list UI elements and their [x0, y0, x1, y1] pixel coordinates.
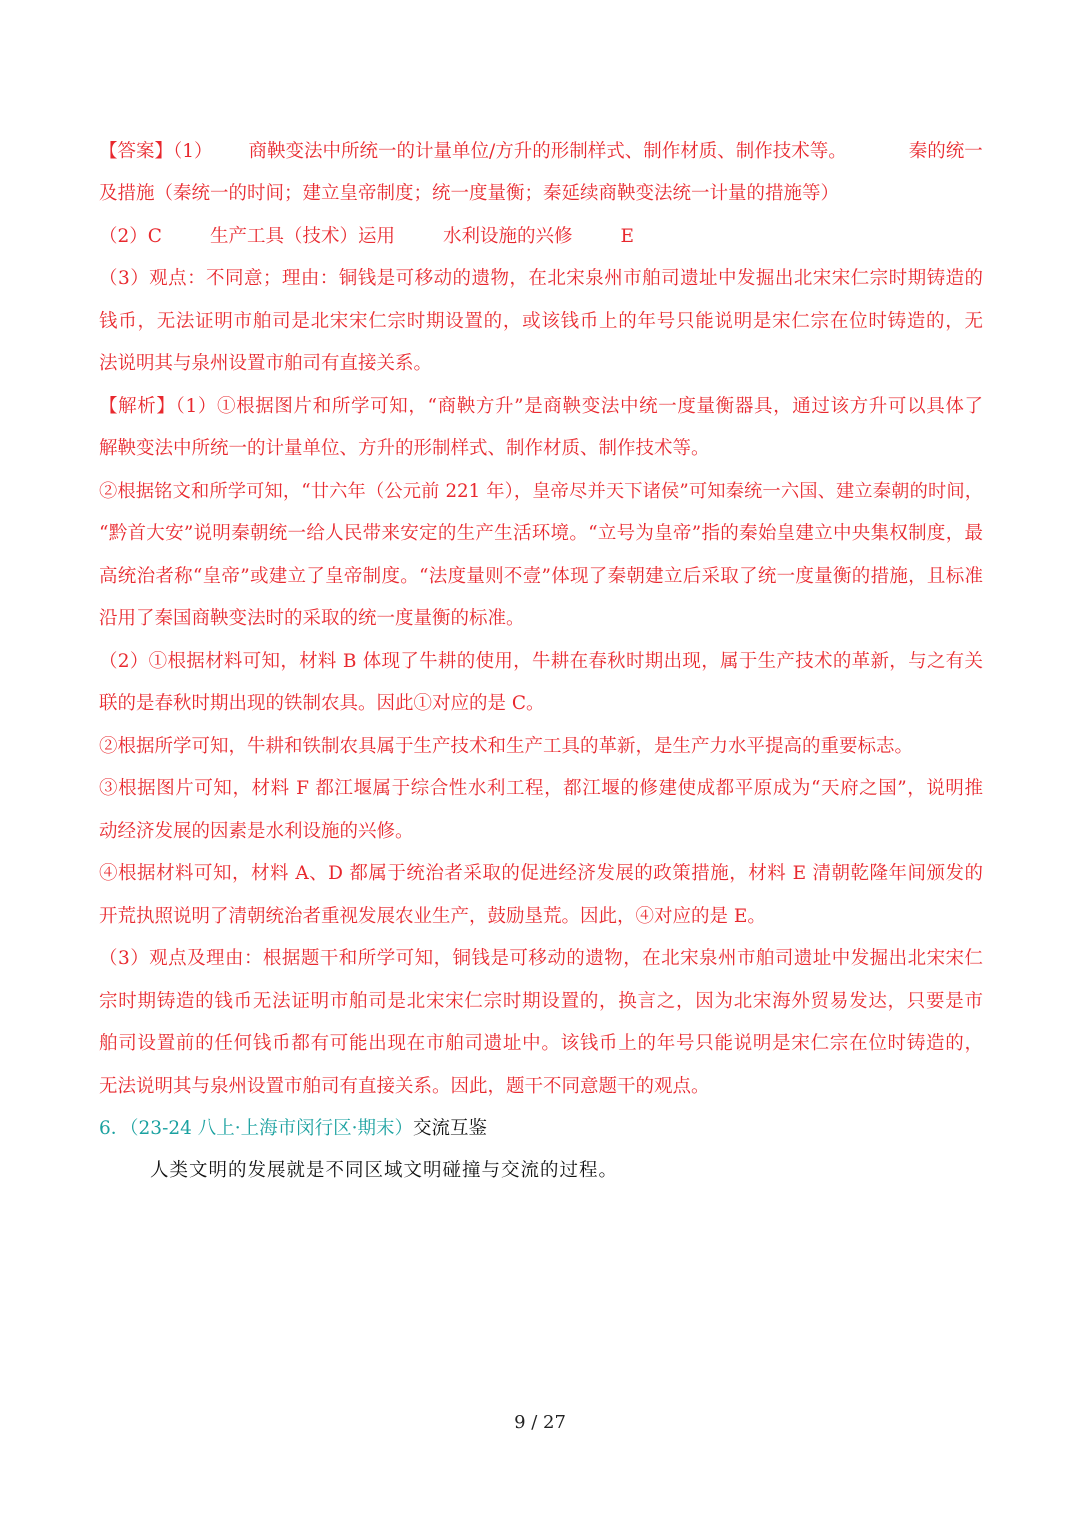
- analysis-line-2: 解鞅变法中所统一的计量单位、方升的形制样式、制作材质、制作技术等。: [99, 438, 710, 459]
- question-6-title: 交流互鉴: [413, 1118, 488, 1139]
- analysis-line-13: 开荒执照说明了清朝统治者重视发展农业生产，鼓励垦荒。因此，④对应的是 E。: [99, 906, 766, 927]
- answer-part2-item-b: 水利设施的兴修: [442, 226, 573, 247]
- analysis-line-3: ②根据铭文和所学可知，“廿六年（公元前 221 年），皇帝尽并天下诸侯”可知秦统一六国、建立秦朝的时间，: [99, 481, 983, 502]
- answer-part3-line-1: （3）观点：不同意；理由：铜钱是可移动的遗物，在北宋泉州市舶司遗址中发掘出北宋宋仁宗时期铸造的: [99, 268, 983, 289]
- analysis-line-11: 动经济发展的因素是水利设施的兴修。: [99, 821, 414, 842]
- question-6-quote: 人类文明的发展就是不同区域文明碰撞与交流的过程。: [150, 1160, 619, 1181]
- analysis-line-4: “黔首大安”说明秦朝统一给人民带来安定的生产生活环境。“立号为皇帝”指的秦始皇建立中央集权制度，最: [99, 523, 983, 544]
- analysis-line-15: 宗时期铸造的钱币无法证明市舶司是北宋宋仁宗时期设置的，换言之，因为北宋海外贸易发达，只要是市: [99, 991, 983, 1012]
- answer-line-2: 及措施（秦统一的时间；建立皇帝制度；统一度量衡；秦延续商鞅变法统一计量的措施等）: [99, 183, 840, 204]
- analysis-line-14: （3）观点及理由：根据题干和所学可知，铜钱是可移动的遗物，在北宋泉州市舶司遗址中发掘出北宋宋仁: [99, 948, 983, 969]
- analysis-line-1: 【解析】（1）①根据图片和所学可知，“商鞅方升”是商鞅变法中统一度量衡器具，通过该方升可以具体了: [99, 396, 983, 417]
- analysis-line-16: 舶司设置前的任何钱币都有可能出现在市舶司遗址中。该钱币上的年号只能说明是宋仁宗在位时铸造的，: [99, 1033, 983, 1054]
- question-6-heading: [99, 1115, 983, 1143]
- analysis-line-10: ③根据图片可知，材料 F 都江堰属于综合性水利工程，都江堰的修建使成都平原成为“天府之国”，说明推: [99, 778, 983, 799]
- answer-part2-number: （2）C: [99, 226, 162, 247]
- page-number: 9 / 27: [514, 1412, 566, 1433]
- analysis-line-5: 高统治者称“皇帝”或建立了皇帝制度。“法度量则不壹”体现了秦朝建立后采取了统一度量衡的措施，且标准: [99, 566, 983, 587]
- answer-label: 【答案】: [99, 141, 174, 162]
- answer-part1-text: 商鞅变法中所统一的计量单位/方升的形制样式、制作材质、制作技术等。: [248, 141, 847, 162]
- analysis-line-12: ④根据材料可知，材料 A、D 都属于统治者采取的促进经济发展的政策措施，材料 E 清朝乾隆年间颁发的: [99, 863, 983, 884]
- analysis-line-9: ②根据所学可知，牛耕和铁制农具属于生产技术和生产工具的革新，是生产力水平提高的重要标志。: [99, 736, 914, 757]
- question-6-number: 6．: [99, 1118, 130, 1139]
- analysis-line-6: 沿用了秦国商鞅变法时的采取的统一度量衡的标准。: [99, 608, 525, 629]
- answer-part3-line-3: 法说明其与泉州设置市舶司有直接关系。: [99, 353, 433, 374]
- analysis-line-17: 无法说明其与泉州设置市舶司有直接关系。因此，题干不同意题干的观点。: [99, 1076, 710, 1097]
- answer-part3-line-2: 钱币，无法证明市舶司是北宋宋仁宗时期设置的，或该钱币上的年号只能说明是宋仁宗在位时铸造的，无: [99, 311, 983, 332]
- answer-part1-tail: 秦的统一: [908, 141, 983, 162]
- analysis-line-7: （2）①根据材料可知，材料 B 体现了牛耕的使用，牛耕在春秋时期出现，属于生产技术的革新，与之有关: [99, 651, 983, 672]
- answer-part2-item-c: E: [620, 226, 634, 247]
- answer-part2-item-a: 生产工具（技术）运用: [209, 226, 395, 247]
- answer-part2-line: [99, 223, 983, 251]
- question-6-source: （23-24 八上·上海市闵行区·期末）: [129, 1118, 414, 1139]
- answer-line-1: [99, 138, 983, 166]
- answer-part1-number: （1）: [173, 141, 213, 162]
- analysis-line-8: 联的是春秋时期出现的铁制农具。因此①对应的是 C。: [99, 693, 545, 714]
